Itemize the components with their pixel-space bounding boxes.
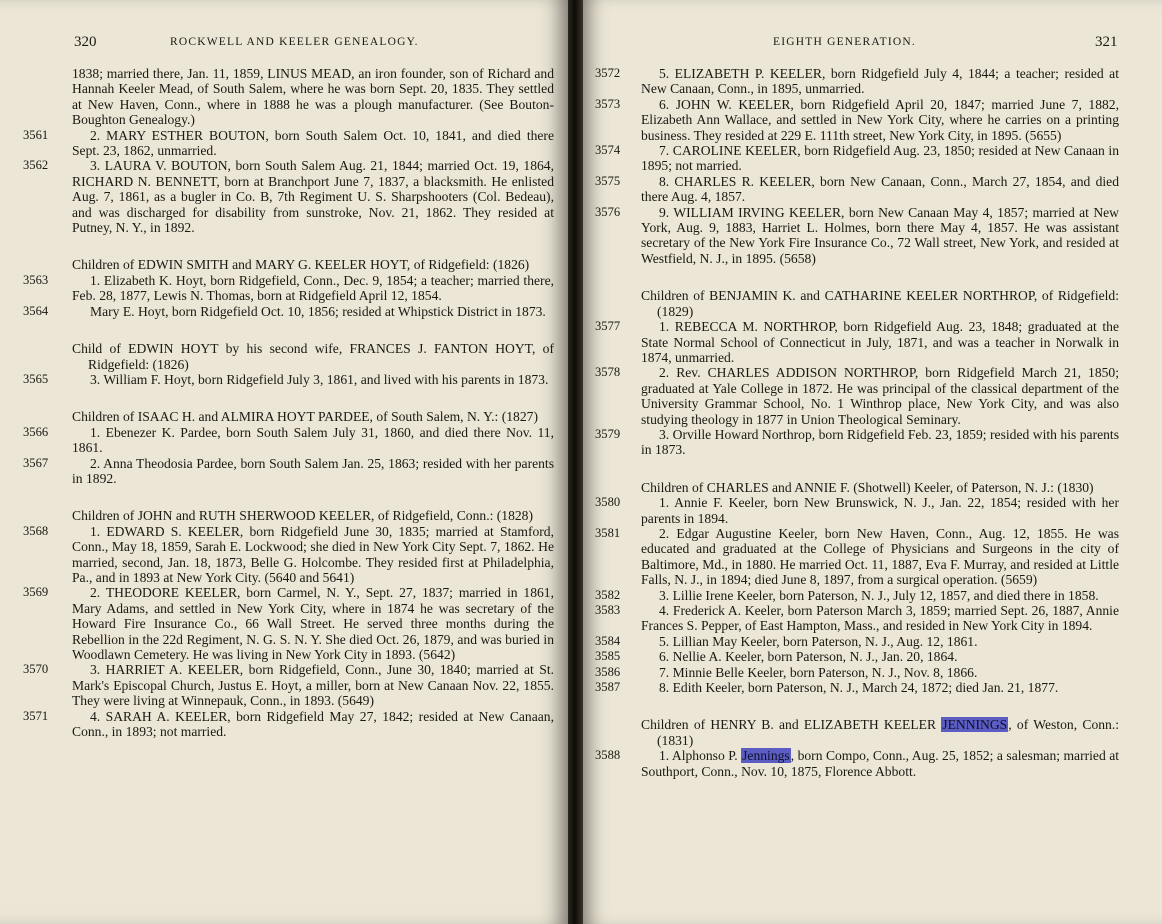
family-heading-text: Child of EDWIN HOYT by his second wife, FRANCES J. FANTON HOYT, of Ridgefield: (1826) bbox=[72, 341, 554, 372]
entry-number: 3584 bbox=[595, 633, 621, 648]
genealogy-entry bbox=[23, 158, 554, 236]
entry-number: 3573 bbox=[595, 96, 621, 111]
genealogy-entry bbox=[23, 371, 554, 387]
entry-text: 8. Edith Keeler, born Paterson, N. J., March 24, 1872; died Jan. 21, 1877. bbox=[659, 680, 1059, 696]
entry-number: 3561 bbox=[23, 127, 49, 142]
genealogy-entry bbox=[23, 455, 554, 487]
entry-number: 3562 bbox=[23, 158, 49, 173]
genealogy-entry bbox=[595, 426, 1119, 458]
family-heading bbox=[72, 409, 554, 424]
genealogy-entry bbox=[595, 649, 1119, 665]
genealogy-entry bbox=[595, 525, 1119, 588]
genealogy-entry bbox=[595, 66, 1119, 97]
entry-number: 3574 bbox=[595, 143, 621, 158]
entry-text: 5. ELIZABETH P. KEELER, born Ridgefield July 4, 1844; a teacher; resided at New Canaan, Conn., in 1895, unmarried. bbox=[641, 66, 1119, 97]
left-text-column bbox=[23, 66, 554, 740]
genealogy-entry bbox=[595, 587, 1119, 603]
entry-number: 3582 bbox=[595, 587, 621, 602]
entry-text: 1. Alphonso P. bbox=[659, 748, 742, 764]
entry-text: Mary E. Hoyt, born Ridgefield Oct. 10, 1856; resided at Whipstick District in 1873. bbox=[90, 303, 546, 319]
genealogy-entry bbox=[595, 173, 1119, 205]
family-heading-text: Children of JOHN and RUTH SHERWOOD KEELER, of Ridgefield, Conn.: (1828) bbox=[72, 508, 534, 524]
entry-text: 5. Lillian May Keeler, born Paterson, N. J., Aug. 12, 1861. bbox=[659, 633, 978, 649]
entry-number: 3568 bbox=[23, 523, 49, 538]
entry-number: 3585 bbox=[595, 649, 621, 664]
entry-number: 3572 bbox=[595, 66, 621, 80]
search-highlight: JENNINGS bbox=[942, 717, 1008, 733]
entry-number: 3578 bbox=[595, 365, 621, 380]
family-heading-text: Children of BENJAMIN K. and CATHARINE KEELER NORTHROP, of Ridgefield: (1829) bbox=[641, 288, 1119, 319]
entry-text: 4. Frederick A. Keeler, born Paterson March 3, 1859; married Sept. 26, 1887, Annie Frances S. Pepper, of East Hampton, Mass., and resided in New York City in 1894. bbox=[641, 603, 1119, 634]
entry-text: 1. EDWARD S. KEELER, born Ridgefield June 30, 1835; married at Stamford, Conn., May 18, 1859, Sarah E. Lockwood; she died in New York City Sept. 7, 1862. He married, second, Jan. 18, 1873, Belle G. Holcombe. They resided first at Philadelphia, Pa., and in 1893 at New York City. (5640 and 5641) bbox=[72, 523, 554, 585]
entry-number: 3580 bbox=[595, 495, 621, 510]
entry-text: 3. Orville Howard Northrop, born Ridgefield Feb. 23, 1859; resided with his parents in 1873. bbox=[641, 426, 1119, 458]
family-heading-text: Children of HENRY B. and ELIZABETH KEELER bbox=[641, 717, 942, 733]
genealogy-entry bbox=[595, 495, 1119, 526]
entry-number: 3565 bbox=[23, 371, 49, 386]
entry-number: 3586 bbox=[595, 664, 621, 679]
entry-text: 1838; married there, Jan. 11, 1859, LINUS MEAD, an iron founder, son of Richard and Hannah Keeler Mead, of South Salem, where he was born Sept. 20, 1835. They settled at New Haven, Conn., where in 1888 he was a plough manufacturer. (See Bouton-Boughton Genealogy.) bbox=[72, 66, 554, 128]
book-gutter bbox=[568, 0, 583, 924]
entry-text: 6. Nellie A. Keeler, born Paterson, N. J., Jan. 20, 1864. bbox=[659, 649, 958, 665]
genealogy-entry bbox=[595, 748, 1120, 779]
entry-number: 3575 bbox=[595, 173, 621, 188]
family-heading bbox=[72, 341, 554, 372]
genealogy-entry bbox=[595, 633, 1119, 649]
genealogy-entry bbox=[595, 365, 1119, 427]
entry-number: 3570 bbox=[23, 662, 49, 677]
entry-number: 3588 bbox=[595, 748, 621, 763]
page-number-right: 321 bbox=[1095, 34, 1118, 50]
genealogy-entry bbox=[595, 143, 1119, 174]
genealogy-entry bbox=[23, 272, 554, 304]
genealogy-entry bbox=[595, 603, 1119, 634]
entry-number: 3569 bbox=[23, 585, 49, 600]
family-heading-text: Children of ISAAC H. and ALMIRA HOYT PARDEE, of South Salem, N. Y.: (1827) bbox=[72, 409, 538, 425]
family-heading bbox=[641, 717, 1119, 748]
running-head-left: ROCKWELL AND KEELER GENEALOGY. bbox=[170, 36, 419, 48]
entry-number: 3579 bbox=[595, 426, 621, 441]
genealogy-entry bbox=[23, 708, 554, 740]
entry-text: 1. Elizabeth K. Hoyt, born Ridgefield, Conn., Dec. 9, 1854; a teacher; married there, Feb. 28, 1877, Lewis N. Thomas, born at Ridgefield April 12, 1854. bbox=[72, 272, 554, 304]
entry-text: 2. Anna Theodosia Pardee, born South Salem Jan. 25, 1863; resided with her parents in 1892. bbox=[72, 455, 554, 486]
right-page bbox=[583, 0, 1162, 924]
entry-number: 3583 bbox=[595, 603, 621, 617]
family-heading bbox=[641, 480, 1119, 495]
genealogy-entry bbox=[23, 585, 554, 662]
genealogy-entry bbox=[595, 96, 1119, 143]
entry-text: 3. LAURA V. BOUTON, born South Salem Aug. 21, 1844; married Oct. 19, 1864, RICHARD N. BENNETT, born at Branchport June 7, 1837, a blacksmith. He enlisted Aug. 7, 1861, as a bugler in Co. B, 7th Regiment U. S. Sharpshooters (Col. Bedeau), and was discharged for disability from sunstroke, Nov. 21, 1862. They resided at Putney, N. Y., in 1892. bbox=[72, 158, 554, 236]
entry-text: 9. WILLIAM IRVING KEELER, born New Canaan May 4, 1857; married at New York, Aug. 9, 1883, Harriet L. Holmes, born there May 4, 1857. He was assistant secretary of the New York Fire Insurance Co., 72 Wall street, New York, and resided at Westfield, N. J., in 1895. (5658) bbox=[641, 204, 1119, 266]
entry-number: 3587 bbox=[595, 680, 621, 695]
family-heading-text: Children of EDWIN SMITH and MARY G. KEELER HOYT, of Ridgefield: (1826) bbox=[72, 257, 530, 273]
family-heading bbox=[72, 508, 554, 523]
genealogy-entry bbox=[23, 662, 554, 709]
entry-number: 3567 bbox=[23, 455, 49, 470]
entry-number: 3576 bbox=[595, 204, 621, 219]
entry-text: 7. Minnie Belle Keeler, born Paterson, N. J., Nov. 8, 1866. bbox=[659, 664, 978, 680]
entry-text: 4. SARAH A. KEELER, born Ridgefield May 27, 1842; resided at New Canaan, Conn., in 1893; not married. bbox=[72, 708, 554, 740]
entry-text: 1. REBECCA M. NORTHROP, born Ridgefield Aug. 23, 1848; graduated at the State Normal School of Connecticut in July, 1871, and was a teacher in Norwalk in 1874, unmarried. bbox=[641, 319, 1119, 365]
entry-text: 2. MARY ESTHER BOUTON, born South Salem Oct. 10, 1841, and died there Sept. 23, 1862, unmarried. bbox=[72, 127, 554, 159]
entry-text: 7. CAROLINE KEELER, born Ridgefield Aug. 23, 1850; resided at New Canaan in 1895; not married. bbox=[641, 143, 1119, 174]
genealogy-entry bbox=[23, 303, 554, 319]
family-heading bbox=[641, 288, 1119, 319]
genealogy-entry bbox=[23, 523, 554, 586]
entry-text: 8. CHARLES R. KEELER, born New Canaan, Conn., March 27, 1854, and died there Aug. 4, 1857. bbox=[641, 173, 1119, 205]
genealogy-entry bbox=[595, 680, 1119, 696]
family-heading-text: , of Weston, Conn.: (1831) bbox=[657, 717, 1120, 748]
entry-text: 2. Edgar Augustine Keeler, born New Haven, Conn., Aug. 12, 1855. He was educated and graduated at the College of Physicians and Surgeons in the city of Baltimore, Md., in 1880. He married Oct. 11, 1887, Eva F. Murray, and resided at Little Falls, N. J., in 1894; died June 8, 1897, from a surgical operation. (5659) bbox=[641, 525, 1119, 588]
entry-text: 2. Rev. CHARLES ADDISON NORTHROP, born Ridgefield March 21, 1850; graduated at Yale College in 1872. He was principal of the classical department of the University Grammar School, No. 1 Winthrop place, New York City, and was also studying theology in 1877 in Union Theological Seminary. bbox=[641, 365, 1119, 427]
genealogy-entry bbox=[23, 424, 554, 456]
entry-text: 3. William F. Hoyt, born Ridgefield July 3, 1861, and lived with his parents in 1873. bbox=[90, 371, 549, 387]
entry-text: 1. Ebenezer K. Pardee, born South Salem July 31, 1860, and died there Nov. 11, 1861. bbox=[72, 424, 554, 456]
entry-number: 3563 bbox=[23, 272, 49, 287]
entry-text: 3. Lillie Irene Keeler, born Paterson, N. J., July 12, 1857, and died there in 1858. bbox=[659, 587, 1099, 603]
entry-number: 3566 bbox=[23, 424, 49, 439]
entry-text: 2. THEODORE KEELER, born Carmel, N. Y., Sept. 27, 1837; married in 1861, Mary Adams, and settled in New York City, where in 1874 he was secretary of the Howard Fire Insurance Co., 66 Wall Street. He served three months during the Rebellion in the 22d Regiment, N. G. S. N. Y. She died Oct. 26, 1879, and was buried in Woodlawn Cemetery. He was living in New York City in 1893. (5642) bbox=[72, 585, 554, 662]
genealogy-entry bbox=[595, 664, 1119, 680]
entry-text: 3. HARRIET A. KEELER, born Ridgefield, Conn., June 30, 1840; married at St. Mark's Episcopal Church, Justus E. Hoyt, a miller, born at New Canaan Nov. 22, 1855. They were living at Winnepauk, Conn., in 1893. (5649) bbox=[72, 662, 554, 709]
entry-text: , born Compo, Conn., Aug. 25, 1852; a salesman; married at Southport, Conn., Nov. 10, 1875, Florence Abbott. bbox=[641, 748, 1120, 779]
search-highlight: Jennings bbox=[742, 748, 790, 764]
page-number-left: 320 bbox=[74, 34, 97, 50]
genealogy-entry bbox=[595, 204, 1119, 267]
entry-number: 3571 bbox=[23, 708, 49, 723]
genealogy-entry bbox=[595, 319, 1119, 365]
entry-text: 6. JOHN W. KEELER, born Ridgefield April 20, 1847; married June 7, 1882, Elizabeth Ann Wallace, and settled in New York City, where he carries on a printing business. They resided at 229 E. 111th street, New York City, in 1895. (5655) bbox=[641, 96, 1119, 143]
entry-number: 3564 bbox=[23, 303, 49, 318]
right-text-column bbox=[595, 66, 1120, 779]
continued-entry bbox=[72, 66, 554, 128]
entry-number: 3577 bbox=[595, 319, 621, 334]
genealogy-entry bbox=[23, 127, 554, 159]
entry-text: 1. Annie F. Keeler, born New Brunswick, N. J., Jan. 22, 1854; resided with her parents in 1894. bbox=[641, 495, 1119, 526]
family-heading-text: Children of CHARLES and ANNIE F. (Shotwell) Keeler, of Paterson, N. J.: (1830) bbox=[641, 479, 1094, 495]
running-head-right: EIGHTH GENERATION. bbox=[773, 36, 916, 48]
entry-number: 3581 bbox=[595, 525, 621, 540]
family-heading bbox=[72, 257, 554, 272]
left-page bbox=[0, 0, 568, 924]
